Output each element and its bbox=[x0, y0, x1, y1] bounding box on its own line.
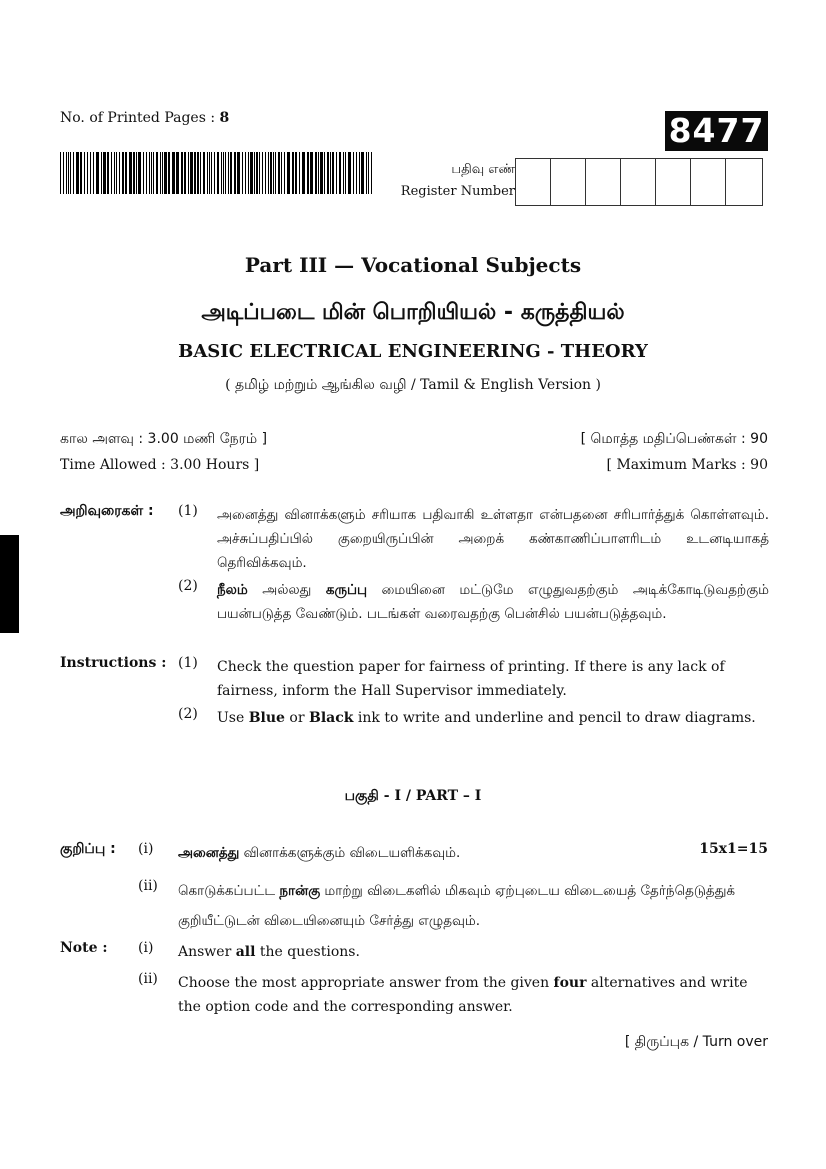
instruction-tamil-2 bbox=[217, 578, 769, 626]
text-run: Choose the most appropriate answer from the given bbox=[178, 975, 554, 991]
note-tamil-2 bbox=[178, 876, 738, 936]
bold-text: அனைத்து bbox=[178, 845, 240, 861]
text-run: Use bbox=[217, 710, 249, 726]
printed-pages-value: 8 bbox=[219, 110, 230, 126]
text-run: Answer bbox=[178, 944, 236, 960]
time-allowed-tamil: கால அளவு : 3.00 மணி நேரம் ] bbox=[60, 431, 268, 447]
bold-text: கருப்பு bbox=[325, 582, 368, 598]
instructions-label-tamil: அறிவுரைகள் : bbox=[60, 503, 154, 519]
time-allowed-english: Time Allowed : 3.00 Hours ] bbox=[60, 457, 260, 473]
instructions-label: Instructions : bbox=[60, 655, 167, 671]
bold-text: four bbox=[553, 975, 587, 991]
note-label: Note : bbox=[60, 940, 108, 956]
instruction-tamil-1: அனைத்து வினாக்களும் சரியாக பதிவாகி உள்ளதா என்பதனை சரிபார்த்துக் கொள்ளவும். அச்சுப்பதிப்பில் குறையிருப்பின் அறைக் கண்காணிப்பாளரிடம் உடனடியாகத் தெரிவிக்கவும். bbox=[217, 507, 769, 571]
note-number: (ii) bbox=[138, 878, 158, 894]
marks-scheme: 15x1=15 bbox=[699, 841, 768, 857]
note-number: (i) bbox=[138, 841, 154, 857]
note-number: (i) bbox=[138, 940, 154, 956]
bold-text: நீலம் bbox=[217, 582, 248, 598]
text-run: கொடுக்கப்பட்ட bbox=[178, 883, 280, 899]
instruction-number: (2) bbox=[178, 578, 198, 594]
note-tamil-1 bbox=[178, 841, 460, 865]
note-label-tamil: குறிப்பு : bbox=[60, 841, 116, 857]
bold-text: Blue bbox=[248, 710, 285, 726]
text-run: ink to write and underline and pencil to draw diagrams. bbox=[353, 710, 756, 726]
instruction-number: (1) bbox=[178, 655, 198, 671]
bold-text: Black bbox=[309, 710, 354, 726]
printed-pages-label: No. of Printed Pages : bbox=[60, 110, 216, 126]
bold-text: நான்கு bbox=[279, 883, 321, 899]
register-label-english: Register Number bbox=[400, 184, 515, 199]
bold-text: all bbox=[235, 944, 256, 960]
note-1 bbox=[178, 940, 360, 964]
printed-pages-info bbox=[60, 110, 229, 126]
note-number: (ii) bbox=[138, 971, 158, 987]
register-digit-box[interactable] bbox=[656, 159, 691, 205]
text-run: மாற்று விடைகளில் மிகவும் ஏற்புடைய விடையைத் தேர்ந்தெடுத்துக் குறியீட்டுடன் விடையினையும் சேர்த்து எழுதவும். bbox=[178, 883, 736, 929]
instruction-1: Check the question paper for fairness of printing. If there is any lack of fairness, inform the Hall Supervisor immediately. bbox=[217, 659, 725, 699]
max-marks-english: [ Maximum Marks : 90 bbox=[606, 457, 768, 473]
barcode-icon bbox=[60, 152, 372, 194]
text-run: அல்லது bbox=[247, 582, 326, 598]
turn-over-note: [ திருப்புக / Turn over bbox=[624, 1034, 768, 1050]
part-heading: பகுதி - I / PART – I bbox=[344, 788, 482, 804]
register-digit-box[interactable] bbox=[551, 159, 586, 205]
register-digit-box[interactable] bbox=[516, 159, 551, 205]
register-digit-box[interactable] bbox=[691, 159, 726, 205]
max-marks-tamil: [ மொத்த மதிப்பெண்கள் : 90 bbox=[580, 431, 768, 447]
note-2 bbox=[178, 971, 748, 1019]
subject-title-tamil: அடிப்படை மின் பொறியியல் - கருத்தியல் bbox=[201, 300, 625, 325]
version-note: ( தமிழ் மற்றும் ஆங்கில வழி / Tamil & English Version ) bbox=[225, 377, 601, 393]
instruction-number: (1) bbox=[178, 503, 198, 519]
text-run: வினாக்களுக்கும் விடையளிக்கவும். bbox=[239, 845, 461, 861]
register-number-boxes bbox=[515, 158, 763, 206]
register-digit-box[interactable] bbox=[586, 159, 621, 205]
part-title: Part III — Vocational Subjects bbox=[244, 253, 582, 277]
text-run: மையினை மட்டுமே எழுதுவதற்கும் அடிக்கோடிடுவதற்கும் பயன்படுத்த வேண்டும். படங்கள் வரைவதற்கு பென்சில் பயன்படுத்தவும். bbox=[217, 582, 769, 622]
text-run: the questions. bbox=[255, 944, 360, 960]
register-digit-box[interactable] bbox=[621, 159, 656, 205]
text-run: alternatives and write the option code and the corresponding answer. bbox=[178, 975, 748, 1015]
text-run: or bbox=[284, 710, 309, 726]
register-digit-box[interactable] bbox=[726, 159, 762, 205]
paper-code-box: 8477 bbox=[665, 111, 768, 151]
side-marker-tab bbox=[0, 535, 19, 633]
register-label-tamil: பதிவு எண் bbox=[451, 162, 515, 177]
instruction-2 bbox=[217, 706, 769, 730]
subject-title-english: BASIC ELECTRICAL ENGINEERING - THEORY bbox=[178, 341, 648, 362]
instruction-number: (2) bbox=[178, 706, 198, 722]
